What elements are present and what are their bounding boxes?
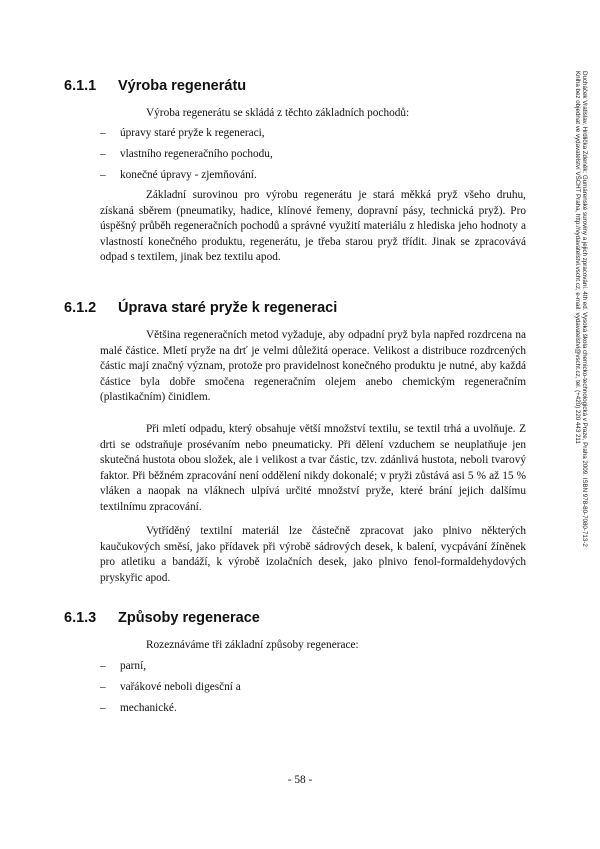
page-number: - 58 -	[287, 774, 313, 786]
body-paragraph: Vytříděný textilní materiál lze částečně zpracovat jako plnivo některých kaučukových směsí, jako přídavek při výrobě sádrových desek, k balení, vycpávání žíněnek pro atletiku a bandáží, k výrobě izolačních desek, jako plnivo fenol-formaldehydových pryskyřic apod.	[100, 525, 526, 584]
bullet-dash: –	[100, 702, 106, 714]
bullet-dash: –	[100, 169, 106, 181]
bullet-dash: –	[100, 148, 106, 160]
heading-title: Výroba regenerátu	[118, 78, 247, 94]
citation-sidebar	[574, 71, 588, 601]
heading-6-1-3	[64, 610, 260, 626]
intro-paragraph: Výroba regenerátu se skládá z těchto základních pochodů:	[146, 107, 410, 119]
heading-number: 6.1.2	[64, 300, 97, 316]
citation-line: Ducháček Vratislav, Hrdlička Zdeněk: Gumárenské suroviny a jejich zpracování. 4th ed. Vysoká škola chemicko-technologická v Praze, Praha 2009. ISBN 978-80-7080-713-2	[581, 71, 588, 547]
heading-6-1-1	[64, 78, 246, 94]
bullet-dash: –	[100, 127, 106, 139]
citation-line: Kniha bez objednat ve vydavatelství VŠCHT Praha, http://vydavatelstvi.vscht.cz, e-mail: vydavatelstvi@vscht.cz, tel. (+420) 220 443 211	[574, 71, 581, 444]
intro-paragraph: Rozeznáváme tři základní způsoby regenerace:	[146, 639, 359, 651]
heading-number: 6.1.3	[64, 610, 97, 626]
body-paragraph: Při mletí odpadu, který obsahuje větší množství textilu, se textil trhá a uvolňuje. Z drti se odstraňuje prosévaním nebo pneumaticky. Při dělení vzduchem se neuplatňuje jen skutečná hustota obou složek, ale i velikost a tvar částic, tzv. zdánlivá hustota, neboli tvarový faktor. Při běžném zpracování není oddělení nikdy dokonalé; v pryži zůstává asi 5 % až 15 % vláken a naopak na vláknech ulpívá určité množství pryže, které brání jejich dalšímu textilnímu zpracování.	[100, 423, 526, 513]
bullet-dash: –	[100, 660, 106, 672]
body-paragraph: Většina regeneračních metod vyžaduje, aby odpadní pryž byla napřed rozdrcena na malé částice. Mletí pryže na drť je velmi důležitá operace. Velikost a distribuce rozdrcených částic mají značný význam, protože pro pravidelnost konečného produktu je nutné, aby každá částice byla dobře smočena regeneračním olejem anebo chemickým regeneračním (plastikačním) činidlem.	[100, 329, 526, 404]
heading-6-1-2	[64, 300, 337, 316]
heading-title: Úprava staré pryže k regeneraci	[118, 300, 338, 316]
heading-title: Způsoby regenerace	[118, 610, 260, 626]
bullet-dash: –	[100, 681, 106, 693]
body-paragraph: Základní surovinou pro výrobu regenerátu je stará měkká pryž všeho druhu, získaná sběrem (pneumatiky, hadice, klínové řemeny, dopravní pásy, technická pryž). Pro úspěšný průběh regeneračních pochodů a správné využití materiálu z hlediska jeho hodnoty a vlastností konečného produktu, regenerátu, je třeba starou pryž třídit. Jinak se zpracovává odpad s textilem, jinak bez textilu apod.	[100, 189, 526, 264]
heading-number: 6.1.1	[64, 78, 97, 94]
